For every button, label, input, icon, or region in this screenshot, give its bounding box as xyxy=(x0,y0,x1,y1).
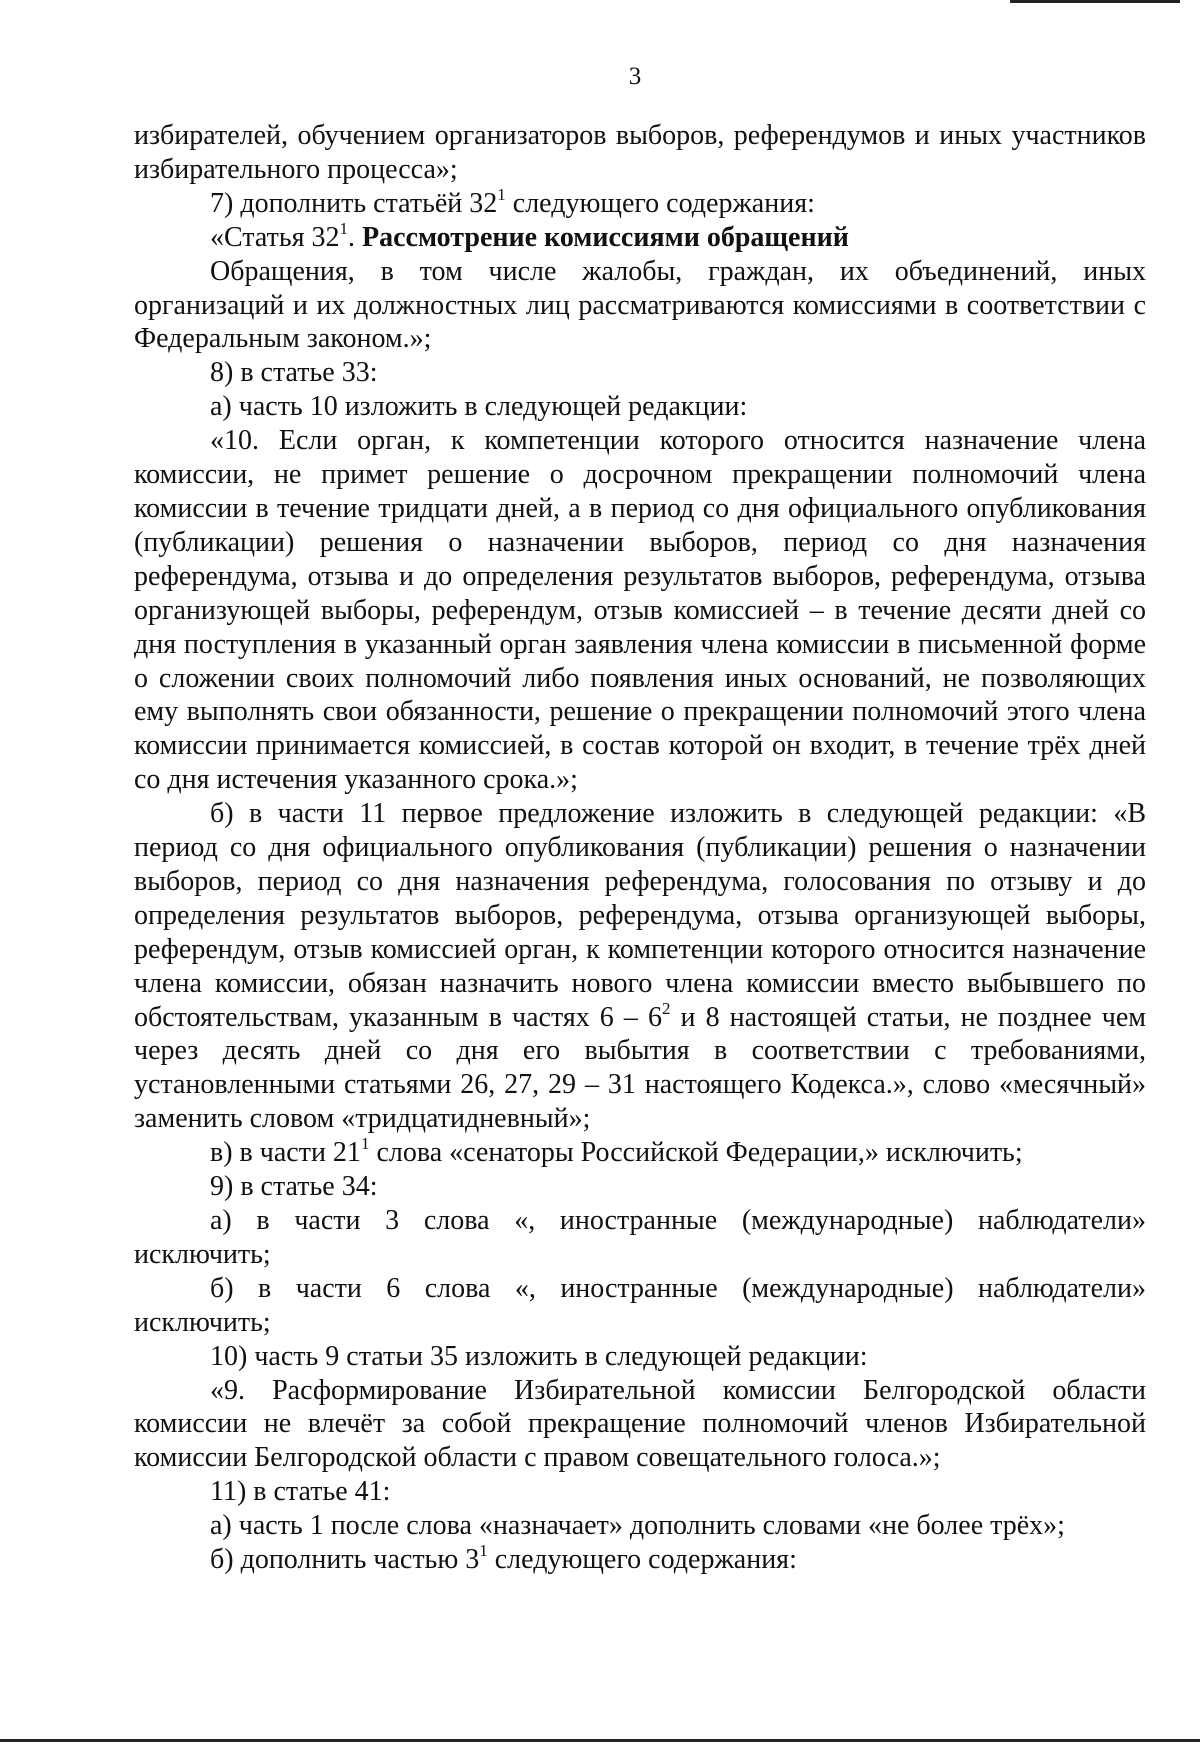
superscript: 1 xyxy=(497,184,506,204)
paragraph-4: Обращения, в том числе жалобы, граждан, их объединений, иных организаций и их должностных лиц рассматриваются комиссиями в соответствии с Федеральным законом.»; xyxy=(134,255,1146,355)
superscript: 1 xyxy=(360,1134,370,1154)
paragraph-14: «9. Расформирование Избирательной комиссии Белгородской области комиссии не влечёт за собой прекращение полномочий членов Избирательной комиссии Белгородской области с правом совещательного голоса.»; xyxy=(134,1374,1146,1474)
text-run: слова «сенаторы Российской Федерации,» исключить; xyxy=(369,1137,1023,1169)
paragraph-2 xyxy=(134,184,1146,221)
page-number: 3 xyxy=(628,63,642,90)
paragraph-17 xyxy=(134,1543,1146,1577)
paragraph-7: «10. Если орган, к компетенции которого относится назначение члена комиссии, не примет решение о досрочном прекращении полномочий члена комиссии в течение тридцати дней, а в период со дня официального опубликования (публикации) решения о назначении выборов, период со дня назначения референдума, отзыва и до определения результатов выборов, референдума, отзыва организующей выборы, референдум, отзыв комиссией – в течение десяти дней со дня поступления в указанный орган заявления члена комиссии в письменной форме о сложении своих полномочий либо появления иных оснований, не позволяющих ему выполнять свои обязанности, решение о прекращении полномочий этого члена комиссии принимается комиссией, в состав которой он входит, в течение трёх дней со дня истечения указанного срока.»; xyxy=(134,425,1146,796)
paragraph-13: 10) часть 9 статьи 35 изложить в следующей редакции: xyxy=(210,1340,868,1372)
text-run: б) дополнить частью 3 xyxy=(210,1544,480,1576)
paragraph-15: 11) в статье 41: xyxy=(210,1476,391,1508)
paragraph-9 xyxy=(134,1136,1146,1170)
scan-edge-top xyxy=(1010,0,1180,3)
text-run: и 8 настоящей статьи, не позднее чем через десять дней со дня его выбытия в соответствии с требованиями, установленными статьями 26, 27, 29 – 31 настоящего Кодекса.», слово «месячный» заменить словом «тридцатидневный»; xyxy=(134,1001,1146,1135)
paragraph-8 xyxy=(134,797,1146,1136)
paragraph-5: 8) в статье 33: xyxy=(210,357,378,389)
paragraph-11: а) в части 3 слова «, иностранные (международные) наблюдатели» исключить; xyxy=(134,1205,1146,1270)
text-run: 7) дополнить статьёй 32 xyxy=(210,187,498,219)
article-title: Рассмотрение комиссиями обращений xyxy=(361,221,849,253)
superscript: 1 xyxy=(479,1541,488,1561)
paragraph-6: а) часть 10 изложить в следующей редакции: xyxy=(210,391,748,423)
text-run: . xyxy=(347,221,362,253)
text-run: следующего содержания: xyxy=(487,1544,797,1576)
paragraph-10: 9) в статье 34: xyxy=(210,1171,378,1203)
text-run: б) в части 11 первое предложение изложить в следующей редакции: «В период со дня официального опубликования (публикации) решения о назначении выборов, период со дня назначения референдума, голосования по отзыву и до определения результатов выборов, референдума, отзыва организующей выборы, референдум, отзыв комиссией орган, к компетенции которого относится назначение члена комиссии, обязан назначить нового члена комиссии вместо выбывшего по обстоятельствам, указанным в частях 6 – 6 xyxy=(134,798,1146,1033)
document-body xyxy=(134,119,1146,1577)
article-heading xyxy=(134,218,1146,255)
superscript: 2 xyxy=(661,998,671,1018)
paragraph-12: б) в части 6 слова «, иностранные (международные) наблюдатели» исключить; xyxy=(134,1272,1146,1338)
superscript: 1 xyxy=(339,218,348,238)
text-run: в) в части 21 xyxy=(210,1137,361,1169)
text-run: «Статья 32 xyxy=(210,221,340,253)
paragraph-16: а) часть 1 после слова «назначает» дополнить словами «не более трёх»; xyxy=(210,1510,1065,1542)
text-run: следующего содержания: xyxy=(505,187,815,219)
scan-edge-bottom xyxy=(0,1739,1200,1742)
paragraph-1: избирателей, обучением организаторов выборов, референдумов и иных участников избирательного процесса»; xyxy=(134,120,1146,185)
